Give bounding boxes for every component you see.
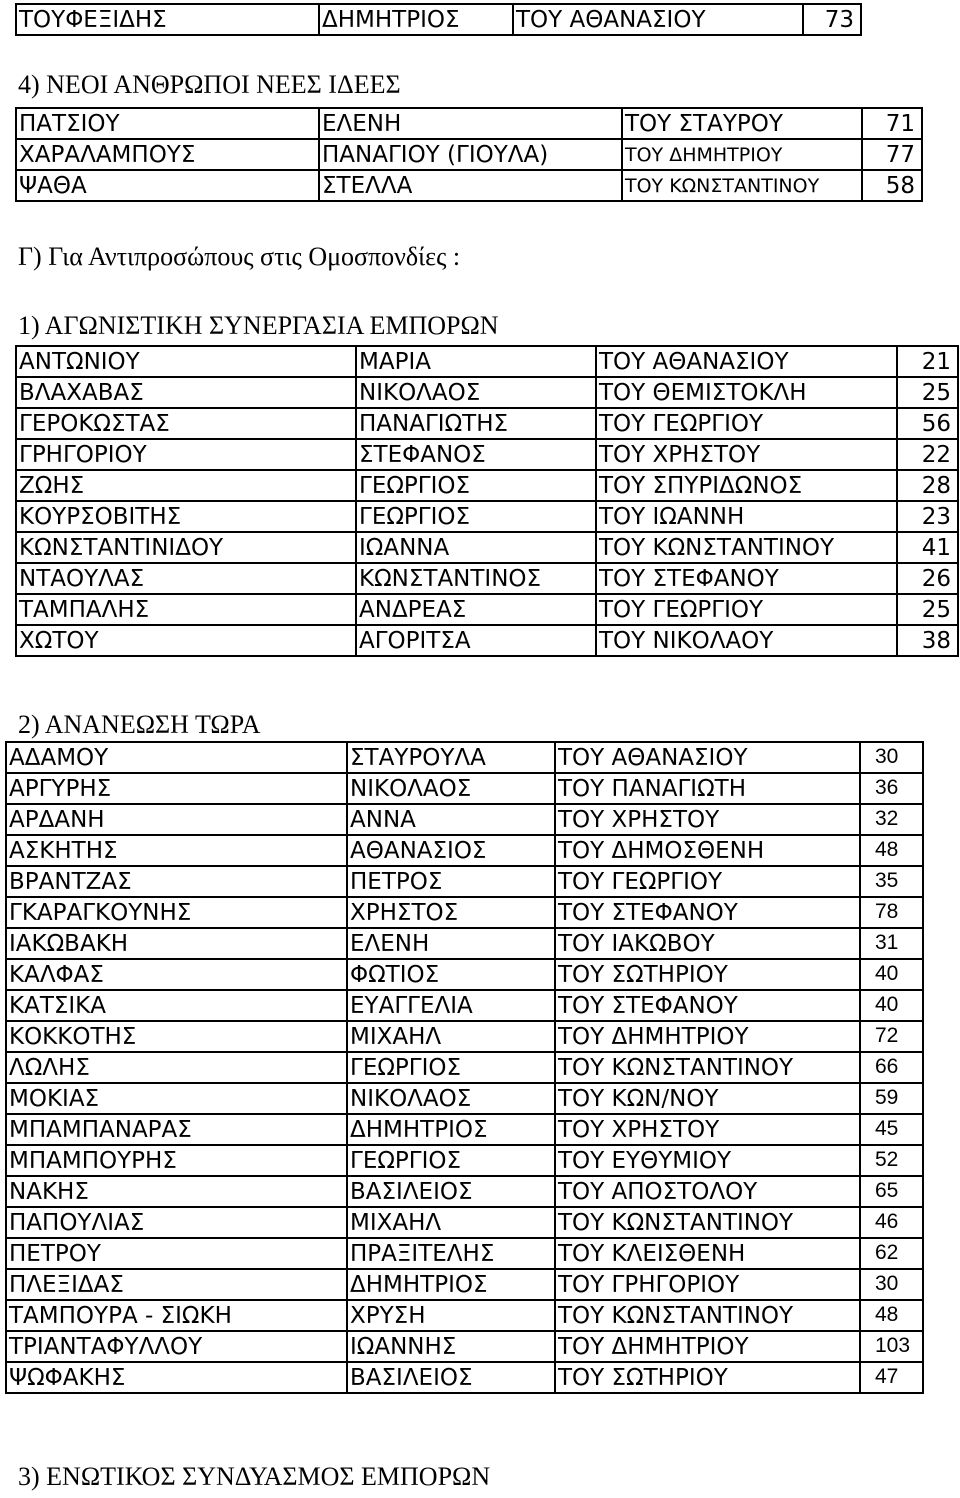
surname-cell: ΝΑΚΗΣ [6, 1176, 347, 1207]
age-cell: 77 [862, 139, 922, 170]
fighting-cooperation-table [15, 345, 959, 657]
table-row [16, 377, 958, 408]
first-name-cell: ΜΙΧΑΗΛ [347, 1207, 555, 1238]
surname-cell: ΙΑΚΩΒΑΚΗ [6, 928, 347, 959]
age-cell: 47 [860, 1362, 923, 1393]
age-cell: 40 [860, 990, 923, 1021]
first-name-cell: ΜΑΡΙΑ [356, 346, 596, 377]
first-name-cell: ΕΛΕΝΗ [319, 108, 622, 139]
surname-cell: ΑΣΚΗΤΗΣ [6, 835, 347, 866]
surname-cell: ΚΑΤΣΙΚΑ [6, 990, 347, 1021]
age-cell: 36 [860, 773, 923, 804]
age-cell: 66 [860, 1052, 923, 1083]
top-row-table [15, 3, 862, 36]
surname-cell: ΑΡΓΥΡΗΣ [6, 773, 347, 804]
father-name-cell: ΤΟΥ ΔΗΜΟΣΘΕΝΗ [555, 835, 860, 866]
table-row [16, 625, 958, 656]
first-name-cell: ΣΤΕΛΛΑ [319, 170, 622, 201]
father-name-cell: ΤΟΥ ΧΡΗΣΤΟΥ [555, 1114, 860, 1145]
age-cell: 73 [803, 4, 861, 35]
table-row [16, 501, 958, 532]
first-name-cell: ΝΙΚΟΛΑΟΣ [347, 773, 555, 804]
surname-cell: ΠΕΤΡΟΥ [6, 1238, 347, 1269]
table-row [6, 990, 923, 1021]
father-name-cell: ΤΟΥ ΔΗΜΗΤΡΙΟΥ [555, 1021, 860, 1052]
first-name-cell: ΧΡΗΣΤΟΣ [347, 897, 555, 928]
father-name-cell: ΤΟΥ ΕΥΘΥΜΙΟΥ [555, 1145, 860, 1176]
surname-cell: ΨΑΘΑ [16, 170, 319, 201]
table-row [6, 1083, 923, 1114]
surname-cell: ΖΩΗΣ [16, 470, 356, 501]
table-row [16, 439, 958, 470]
first-name-cell: ΝΙΚΟΛΑΟΣ [356, 377, 596, 408]
father-name-cell: ΤΟΥ ΝΙΚΟΛΑΟΥ [596, 625, 897, 656]
father-name-cell: ΤΟΥ ΣΩΤΗΡΙΟΥ [555, 1362, 860, 1393]
surname-cell: ΧΩΤΟΥ [16, 625, 356, 656]
father-name-cell: ΤΟΥ ΘΕΜΙΣΤΟΚΛΗ [596, 377, 897, 408]
surname-cell: ΤΟΥΦΕΞΙΔΗΣ [16, 4, 319, 35]
first-name-cell: ΔΗΜΗΤΡΙΟΣ [347, 1269, 555, 1300]
surname-cell: ΚΟΥΡΣΟΒΙΤΗΣ [16, 501, 356, 532]
age-cell: 58 [862, 170, 922, 201]
table-row [6, 1176, 923, 1207]
first-name-cell: ΑΓΟΡΙΤΣΑ [356, 625, 596, 656]
age-cell: 25 [897, 377, 958, 408]
table-row [6, 1269, 923, 1300]
surname-cell: ΑΡΔΑΝΗ [6, 804, 347, 835]
father-name-cell: ΤΟΥ ΣΤΕΦΑΝΟΥ [555, 990, 860, 1021]
first-name-cell: ΔΗΜΗΤΡΙΟΣ [319, 4, 513, 35]
age-cell: 46 [860, 1207, 923, 1238]
age-cell: 23 [897, 501, 958, 532]
father-name-cell: ΤΟΥ ΓΕΩΡΓΙΟΥ [555, 866, 860, 897]
age-cell: 22 [897, 439, 958, 470]
first-name-cell: ΓΕΩΡΓΙΟΣ [347, 1145, 555, 1176]
surname-cell: ΤΑΜΠΟΥΡΑ - ΣΙΩΚΗ [6, 1300, 347, 1331]
surname-cell: ΤΑΜΠΑΛΗΣ [16, 594, 356, 625]
section-heading-renewal-now: 2) ΑΝΑΝΕΩΣΗ ΤΩΡΑ [18, 710, 261, 739]
table-row [6, 1331, 923, 1362]
first-name-cell: ΑΘΑΝΑΣΙΟΣ [347, 835, 555, 866]
new-people-table [15, 107, 923, 202]
table-row [6, 1114, 923, 1145]
table-row [6, 1362, 923, 1393]
age-cell: 25 [897, 594, 958, 625]
age-cell: 48 [860, 835, 923, 866]
first-name-cell: ΓΕΩΡΓΙΟΣ [356, 470, 596, 501]
first-name-cell: ΝΙΚΟΛΑΟΣ [347, 1083, 555, 1114]
renewal-now-table [5, 741, 924, 1394]
father-name-cell: ΤΟΥ ΓΡΗΓΟΡΙΟΥ [555, 1269, 860, 1300]
father-name-cell: ΤΟΥ ΑΠΟΣΤΟΛΟΥ [555, 1176, 860, 1207]
age-cell: 30 [860, 1269, 923, 1300]
father-name-cell: ΤΟΥ ΣΤΕΦΑΝΟΥ [555, 897, 860, 928]
father-name-cell: ΤΟΥ ΑΘΑΝΑΣΙΟΥ [555, 742, 860, 773]
first-name-cell: ΦΩΤΙΟΣ [347, 959, 555, 990]
table-row [16, 4, 861, 35]
father-name-cell: ΤΟΥ ΙΩΑΝΝΗ [596, 501, 897, 532]
father-name-cell: ΤΟΥ ΓΕΩΡΓΙΟΥ [596, 408, 897, 439]
age-cell: 32 [860, 804, 923, 835]
surname-cell: ΤΡΙΑΝΤΑΦΥΛΛΟΥ [6, 1331, 347, 1362]
table-row [6, 1145, 923, 1176]
father-name-cell: ΤΟΥ ΚΩΝΣΤΑΝΤΙΝΟΥ [555, 1052, 860, 1083]
age-cell: 78 [860, 897, 923, 928]
age-cell: 45 [860, 1114, 923, 1145]
surname-cell: ΜΠΑΜΠΑΝΑΡΑΣ [6, 1114, 347, 1145]
father-name-cell: ΤΟΥ ΚΛΕΙΣΘΕΝΗ [555, 1238, 860, 1269]
table-row [16, 408, 958, 439]
first-name-cell: ΕΥΑΓΓΕΛΙΑ [347, 990, 555, 1021]
table-row [6, 866, 923, 897]
table-row [16, 108, 922, 139]
first-name-cell: ΔΗΜΗΤΡΙΟΣ [347, 1114, 555, 1145]
surname-cell: ΒΡΑΝΤΖΑΣ [6, 866, 347, 897]
age-cell: 59 [860, 1083, 923, 1114]
father-name-cell: ΤΟΥ ΧΡΗΣΤΟΥ [596, 439, 897, 470]
first-name-cell: ΧΡΥΣΗ [347, 1300, 555, 1331]
table-row [6, 804, 923, 835]
surname-cell: ΠΑΠΟΥΛΙΑΣ [6, 1207, 347, 1238]
first-name-cell: ΒΑΣΙΛΕΙΟΣ [347, 1176, 555, 1207]
age-cell: 26 [897, 563, 958, 594]
age-cell: 40 [860, 959, 923, 990]
age-cell: 30 [860, 742, 923, 773]
age-cell: 41 [897, 532, 958, 563]
surname-cell: ΓΡΗΓΟΡΙΟΥ [16, 439, 356, 470]
first-name-cell: ΠΕΤΡΟΣ [347, 866, 555, 897]
age-cell: 28 [897, 470, 958, 501]
first-name-cell: ΕΛΕΝΗ [347, 928, 555, 959]
table-row [6, 928, 923, 959]
father-name-cell: ΤΟΥ ΣΤΑΥΡΟΥ [622, 108, 862, 139]
father-name-cell: ΤΟΥ ΑΘΑΝΑΣΙΟΥ [596, 346, 897, 377]
age-cell: 35 [860, 866, 923, 897]
father-name-cell: ΤΟΥ ΓΕΩΡΓΙΟΥ [596, 594, 897, 625]
table-row [6, 897, 923, 928]
first-name-cell: ΠΡΑΞΙΤΕΛΗΣ [347, 1238, 555, 1269]
first-name-cell: ΠΑΝΑΓΙΟΥ (ΓΙΟΥΛΑ) [319, 139, 622, 170]
age-cell: 72 [860, 1021, 923, 1052]
surname-cell: ΓΚΑΡΑΓΚΟΥΝΗΣ [6, 897, 347, 928]
surname-cell: ΓΕΡΟΚΩΣΤΑΣ [16, 408, 356, 439]
father-name-cell: ΤΟΥ ΚΩΝ/ΝΟΥ [555, 1083, 860, 1114]
surname-cell: ΑΝΤΩΝΙΟΥ [16, 346, 356, 377]
first-name-cell: ΙΩΑΝΝΑ [356, 532, 596, 563]
table-row [16, 532, 958, 563]
father-name-cell: ΤΟΥ ΙΑΚΩΒΟΥ [555, 928, 860, 959]
surname-cell: ΧΑΡΑΛΑΜΠΟΥΣ [16, 139, 319, 170]
age-cell: 31 [860, 928, 923, 959]
father-name-cell: ΤΟΥ ΧΡΗΣΤΟΥ [555, 804, 860, 835]
table-row [6, 959, 923, 990]
table-row [16, 139, 922, 170]
surname-cell: ΜΠΑΜΠΟΥΡΗΣ [6, 1145, 347, 1176]
father-name-cell: ΤΟΥ ΣΤΕΦΑΝΟΥ [596, 563, 897, 594]
first-name-cell: ΓΕΩΡΓΙΟΣ [347, 1052, 555, 1083]
table-row [6, 742, 923, 773]
father-name-cell: ΤΟΥ ΑΘΑΝΑΣΙΟΥ [513, 4, 803, 35]
table-row [6, 773, 923, 804]
first-name-cell: ΓΕΩΡΓΙΟΣ [356, 501, 596, 532]
table-row [6, 1207, 923, 1238]
father-name-cell: ΤΟΥ ΣΩΤΗΡΙΟΥ [555, 959, 860, 990]
age-cell: 48 [860, 1300, 923, 1331]
surname-cell: ΚΑΛΦΑΣ [6, 959, 347, 990]
first-name-cell: ΣΤΑΥΡΟΥΛΑ [347, 742, 555, 773]
table-row [16, 594, 958, 625]
father-name-cell: ΤΟΥ ΔΗΜΗΤΡΙΟΥ [555, 1331, 860, 1362]
first-name-cell: ΜΙΧΑΗΛ [347, 1021, 555, 1052]
father-name-cell: ΤΟΥ ΚΩΝΣΤΑΝΤΙΝΟΥ [596, 532, 897, 563]
first-name-cell: ΣΤΕΦΑΝΟΣ [356, 439, 596, 470]
section-heading-unified-coalition: 3) ΕΝΩΤΙΚΟΣ ΣΥΝΔΥΑΣΜΟΣ ΕΜΠΟΡΩΝ [18, 1462, 491, 1491]
table-row [16, 170, 922, 201]
age-cell: 21 [897, 346, 958, 377]
federations-heading: Γ) Για Αντιπροσώπους στις Ομοσπονδίες : [18, 242, 461, 271]
first-name-cell: ΙΩΑΝΝΗΣ [347, 1331, 555, 1362]
father-name-cell: ΤΟΥ ΚΩΝΣΤΑΝΤΙΝΟΥ [622, 170, 862, 201]
surname-cell: ΒΛΑΧΑΒΑΣ [16, 377, 356, 408]
surname-cell: ΠΑΤΣΙΟΥ [16, 108, 319, 139]
surname-cell: ΚΟΚΚΟΤΗΣ [6, 1021, 347, 1052]
age-cell: 62 [860, 1238, 923, 1269]
table-row [16, 470, 958, 501]
table-row [16, 346, 958, 377]
father-name-cell: ΤΟΥ ΚΩΝΣΤΑΝΤΙΝΟΥ [555, 1207, 860, 1238]
age-cell: 52 [860, 1145, 923, 1176]
age-cell: 103 [860, 1331, 923, 1362]
section-heading-fighting-cooperation: 1) ΑΓΩΝΙΣΤΙΚΗ ΣΥΝΕΡΓΑΣΙΑ ΕΜΠΟΡΩΝ [18, 311, 499, 340]
first-name-cell: ΑΝΝΑ [347, 804, 555, 835]
first-name-cell: ΒΑΣΙΛΕΙΟΣ [347, 1362, 555, 1393]
surname-cell: ΝΤΑΟΥΛΑΣ [16, 563, 356, 594]
table-row [6, 1238, 923, 1269]
age-cell: 38 [897, 625, 958, 656]
table-row [6, 1052, 923, 1083]
father-name-cell: ΤΟΥ ΣΠΥΡΙΔΩΝΟΣ [596, 470, 897, 501]
table-row [6, 1300, 923, 1331]
surname-cell: ΠΛΕΞΙΔΑΣ [6, 1269, 347, 1300]
father-name-cell: ΤΟΥ ΚΩΝΣΤΑΝΤΙΝΟΥ [555, 1300, 860, 1331]
father-name-cell: ΤΟΥ ΠΑΝΑΓΙΩΤΗ [555, 773, 860, 804]
surname-cell: ΑΔΑΜΟΥ [6, 742, 347, 773]
surname-cell: ΜΟΚΙΑΣ [6, 1083, 347, 1114]
age-cell: 56 [897, 408, 958, 439]
table-row [6, 835, 923, 866]
first-name-cell: ΠΑΝΑΓΙΩΤΗΣ [356, 408, 596, 439]
table-row [16, 563, 958, 594]
section-heading-new-people: 4) ΝΕΟΙ ΑΝΘΡΩΠΟΙ ΝΕΕΣ ΙΔΕΕΣ [18, 70, 401, 99]
table-row [6, 1021, 923, 1052]
age-cell: 71 [862, 108, 922, 139]
surname-cell: ΨΩΦΑΚΗΣ [6, 1362, 347, 1393]
age-cell: 65 [860, 1176, 923, 1207]
father-name-cell: ΤΟΥ ΔΗΜΗΤΡΙΟΥ [622, 139, 862, 170]
surname-cell: ΛΩΛΗΣ [6, 1052, 347, 1083]
first-name-cell: ΚΩΝΣΤΑΝΤΙΝΟΣ [356, 563, 596, 594]
surname-cell: ΚΩΝΣΤΑΝΤΙΝΙΔΟΥ [16, 532, 356, 563]
first-name-cell: ΑΝΔΡΕΑΣ [356, 594, 596, 625]
